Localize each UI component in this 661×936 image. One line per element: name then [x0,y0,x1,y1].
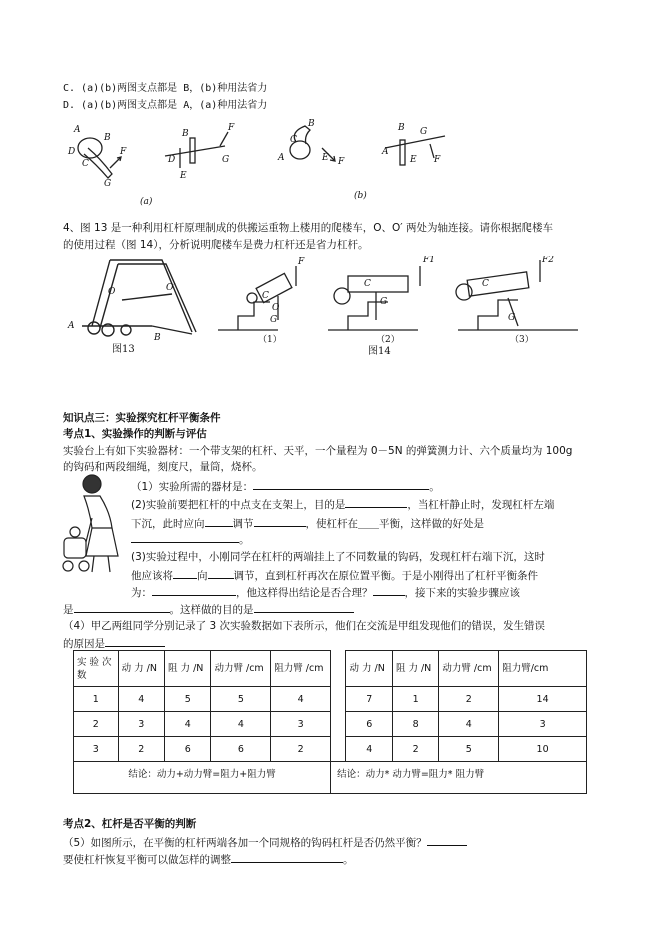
figure-13 [62,256,212,360]
fig14-g3: G [508,313,516,323]
q5-end: 。 [343,854,354,866]
q2-text-a: (2)实验前要把杠杆的中点支在支架上，目的是 [131,499,346,511]
q5-adjust-blank[interactable] [231,851,343,863]
q4-line2: 的使用过程（图 14），分析说明爬楼车是费力杠杆还是省力杠杆。 [63,239,369,251]
conclusion-left: 结论：动力+动力臂=阻力+阻力臂 [74,762,331,794]
q4-reason-text: 的原因是 [63,638,105,650]
cell: 1 [392,687,438,712]
q3-text-d: 调节，直到杠杆再次在原位置平衡。于是小刚得出了杠杆平衡条件 [233,570,538,582]
th-trial: 实 验 次数 [74,651,119,687]
q5-line1 [63,834,467,850]
cell: 4 [165,712,211,737]
th-load-right: 阻 力 /N [392,651,438,687]
fig14-sub2: （2） [376,335,400,345]
label-e3: E [322,153,329,163]
q3-reasonable-blank[interactable] [373,584,405,596]
cell: 10 [499,737,587,762]
q2-benefit-blank[interactable] [131,531,239,543]
fig14-f: F [298,257,305,267]
figure-14 [218,256,588,360]
cell: 2 [439,687,499,712]
table-row [74,687,587,712]
cell: 3 [499,712,587,737]
cell: 4 [346,737,392,762]
label-b3: B [308,119,315,129]
cell: 4 [271,687,331,712]
q3-text-f: ，他这样得出结论是否合理？ [236,587,373,599]
label-f4: F [434,155,441,165]
q3-text-h: 是 [63,604,74,616]
cell: 5 [211,687,271,712]
q4-table-intro2 [63,635,165,651]
q4-line1: 4、图 13 是一种利用杠杆原理制成的供搬运重物上楼用的爬楼车，O、O′ 两处为轴连接。请你根据爬楼车 [63,222,553,234]
intro-line2: 的钩码和两段细绳，刻度尺，量筒，烧杯。 [63,461,263,473]
cell: 3 [118,712,164,737]
table-row [74,737,587,762]
q1-text: （1）实验所需的器材是： [131,481,254,493]
conclusion-right: 结论：动力* 动力臂=阻力* 阻力臂 [331,762,587,794]
fig14-c1: C [262,291,269,301]
cell: 2 [271,737,331,762]
q3-line2 [131,567,538,583]
q3-text-e: 为： [131,587,152,599]
fig14-f1: F1 [423,256,435,265]
fig13-label: 图13 [112,344,135,355]
label-e2: E [180,171,187,181]
cell: 2 [74,712,119,737]
label-d2: D [168,155,176,165]
cell: 14 [499,687,587,712]
table-gap [331,737,346,762]
table-row [74,712,587,737]
label-g1: G [104,179,112,189]
fig14-sub1: （1） [258,335,282,345]
fig14-g1: G [270,315,278,325]
th-effort-arm-left: 动力臂 /cm [211,651,271,687]
th-load-arm-left: 阻力臂 /cm [271,651,331,687]
fig14-f2: F2 [542,256,554,265]
label-a4: A [382,147,389,157]
label-e4: E [410,155,417,165]
label-d1: D [68,147,76,157]
label-b2: B [182,129,189,139]
th-load-arm-right: 阻力臂/cm [499,651,587,687]
caption-a: (a) [140,197,153,207]
q3-direction-blank[interactable] [208,567,234,579]
table-gap [331,687,346,712]
fig14-o1: O [272,303,280,313]
q5-line2 [63,851,354,867]
caption-b: (b) [354,191,367,201]
fig14-g2: G [380,297,388,307]
q3-line3 [131,584,520,600]
option-d: D. (a)(b)两图支点都是 A，(a)种用法省力 [63,100,268,111]
label-g2: G [222,155,230,165]
q3-text-i: 。这样做的目的是 [169,604,254,616]
label-f1: F [120,147,127,157]
q4-table-intro: （4）甲乙两组同学分别记录了 3 次实验数据如下表所示，他们在交流是甲组发现他们的错误，发生错误 [63,620,546,632]
q2-line3: 。 [131,531,250,547]
cell: 3 [271,712,331,737]
cell: 2 [392,737,438,762]
kp2-title: 考点2、杠杆是否平衡的判断 [63,818,197,830]
q2-text-e: ，使杠杆在＿＿平衡，这样做的好处是 [305,518,484,530]
fig13-a: A [68,321,75,331]
fig13-oprime: O′ [166,283,176,293]
option-c: C. (a)(b)两图支点都是 B，(b)种用法省力 [63,83,268,94]
q3-text-c: 向 [197,570,208,582]
q3-text-g: ，接下来的实验步骤应该 [404,587,520,599]
kp1-title: 考点1、实验操作的判断与评估 [63,428,207,440]
th-effort-arm-right: 动力臂 /cm [439,651,499,687]
fig13-o: O [108,287,116,297]
label-a3: A [278,153,285,163]
cell: 5 [439,737,499,762]
label-c3: C [290,135,297,145]
q2-text-d: 调节 [232,518,254,530]
lever-figures-ab [60,118,450,208]
label-g4: G [420,127,428,137]
q1: （1）实验所需的器材是： 。 [131,478,440,494]
cell: 4 [439,712,499,737]
q2-adjust-blank[interactable] [254,515,306,527]
label-f2: F [228,123,235,133]
cell: 3 [74,737,119,762]
label-c1: C [82,159,89,169]
cell: 8 [392,712,438,737]
q3-condition-blank[interactable] [152,584,236,596]
th-effort-right: 动 力 /N [346,651,392,687]
q5-balance-blank[interactable] [427,834,467,846]
fig14-sub3: （3） [510,335,534,345]
q2-text-c: 下沉，此时应向 [131,518,205,530]
cell: 6 [346,712,392,737]
cell: 6 [165,737,211,762]
q2-purpose-blank[interactable] [345,496,407,508]
q2-line1 [131,496,554,512]
q2-direction-blank[interactable] [205,515,233,527]
q2-text-b: ，当杠杆静止时，发现杠杆左端 [407,499,555,511]
q1-answer-blank[interactable] [253,478,429,490]
q3-line4 [63,601,354,617]
section-title: 知识点三：实验探究杠杆平衡条件 [63,412,221,424]
q3-line1: (3)实验过程中，小刚同学在杠杆的两端挂上了不同数量的钩码，发现杠杆右端下沉，这时 [131,551,545,563]
label-a1: A [74,125,81,135]
th-load-left: 阻 力 /N [165,651,211,687]
stroller-illustration [62,472,130,582]
cell: 5 [165,687,211,712]
table-gap [331,712,346,737]
cell: 6 [211,737,271,762]
label-b1: B [104,133,111,143]
fig14-c3: C [482,279,489,289]
cell: 1 [74,687,119,712]
table-gap [331,651,346,687]
q2-line2 [131,515,484,531]
data-table [73,650,587,794]
cell: 4 [211,712,271,737]
fig14-c2: C [364,279,371,289]
th-effort-left: 动 力 /N [118,651,164,687]
q5-text-a: （5）如图所示，在平衡的杠杆两端各加一个同规格的钩码杠杆是否仍然平衡？ [63,837,427,849]
fig13-b: B [154,333,161,343]
cell: 4 [118,687,164,712]
q3-purpose-blank[interactable] [254,601,354,613]
q5-text-b: 要使杠杆恢复平衡可以做怎样的调整 [63,854,231,866]
q4-reason-blank[interactable] [105,635,165,647]
cell: 7 [346,687,392,712]
q3-text-b: 他应该将 [131,570,173,582]
label-b4: B [398,123,405,133]
label-f3: F [338,157,345,167]
cell: 2 [118,737,164,762]
intro-line1: 实验台上有如下实验器材：一个带支架的杠杆、天平，一个量程为 0－5N 的弹簧测力计、六个质量均为 100g [63,445,573,457]
fig14-label: 图14 [368,346,391,357]
q3-next-step-blank[interactable] [74,601,170,613]
q3-item-blank[interactable] [173,567,197,579]
